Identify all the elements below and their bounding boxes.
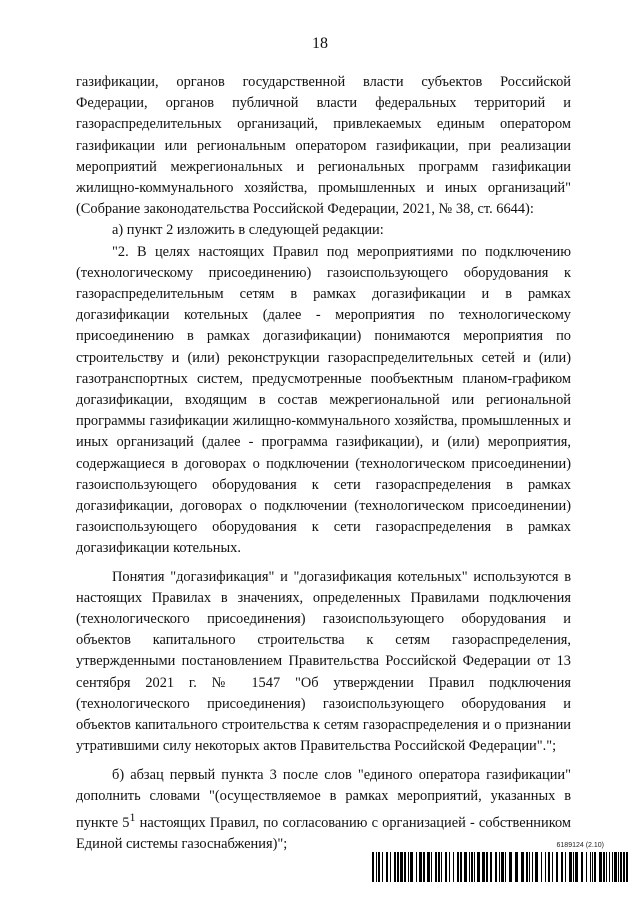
barcode-block xyxy=(372,842,632,898)
document-body xyxy=(76,72,571,855)
barcode-label: 6189124 (2.10) xyxy=(556,842,604,849)
paragraph-4: Понятия "догазификация" и "догазификация котельных" используются в настоящих Правилах в значениях, определенных Правилами подключения (технологического присоединения) газоиспользующего оборудования и объектов капитального строительства к сетям газораспределения, утвержденными постановлением Правительства Российской Федерации от 13 сентября 2021 г. № 1547 "Об утверждении Правил подключения (технологического присоединения) газоиспользующего оборудования и объектов капитального строительства к сетям газораспределения и о признании утратившими силу некоторых актов Правительства Российской Федерации"."; xyxy=(76,568,571,755)
page-number: 18 xyxy=(312,35,328,52)
barcode xyxy=(372,852,630,882)
paragraph-3: "2. В целях настоящих Правил под мероприятиями по подключению (технологическому присоединению) газоиспользующего оборудования к газораспределительным сетям в рамках догазификации и в рамках догазификации котельных (далее - мероприятия по технологическому присоединению в рамках догазификации) понимаются мероприятия по строительству и (или) реконструкции газораспределительных сетей и (или) газотранспортных систем, предусмотренные пообъектным планом-графиком догазификации, входящим в состав межрегиональной или региональной программы газификации жилищно-коммунального хозяйства, промышленных и иных организаций (далее - программа газификации), и (или) мероприятия, содержащиеся в договорах о подключении (технологическом присоединении) газоиспользующего оборудования к сети газораспределения в рамках догазификации, договорах о подключении (технологическом присоединении) газоиспользующего оборудования к сети газораспределения в рамках догазификации котельных. xyxy=(76,243,571,557)
paragraph-1: газификации, органов государственной власти субъектов Российской Федерации, органов публичной власти федеральных территорий и газораспределительных организаций, привлекаемых единым оператором газификации или региональным оператором газификации, при реализации мероприятий межрегиональных и региональных программ газификации жилищно-коммунального хозяйства, промышленных и иных организаций" (Собрание законодательства Российской Федерации, 2021, № 38, ст. 6644): xyxy=(76,74,571,218)
paragraph-5-after: настоящих Правил, по согласованию с организацией - собственником Единой системы газоснабжения)"; xyxy=(76,814,572,852)
paragraph-5-before: б) абзац первый пункта 3 после слов "единого оператора газификации" дополнить словами "(осуществляемое в рамках мероприятий, указанных в пункте 5 xyxy=(76,766,571,831)
paragraph-2: а) пункт 2 изложить в следующей редакции: xyxy=(112,222,384,239)
superscript: 1 xyxy=(129,809,136,824)
